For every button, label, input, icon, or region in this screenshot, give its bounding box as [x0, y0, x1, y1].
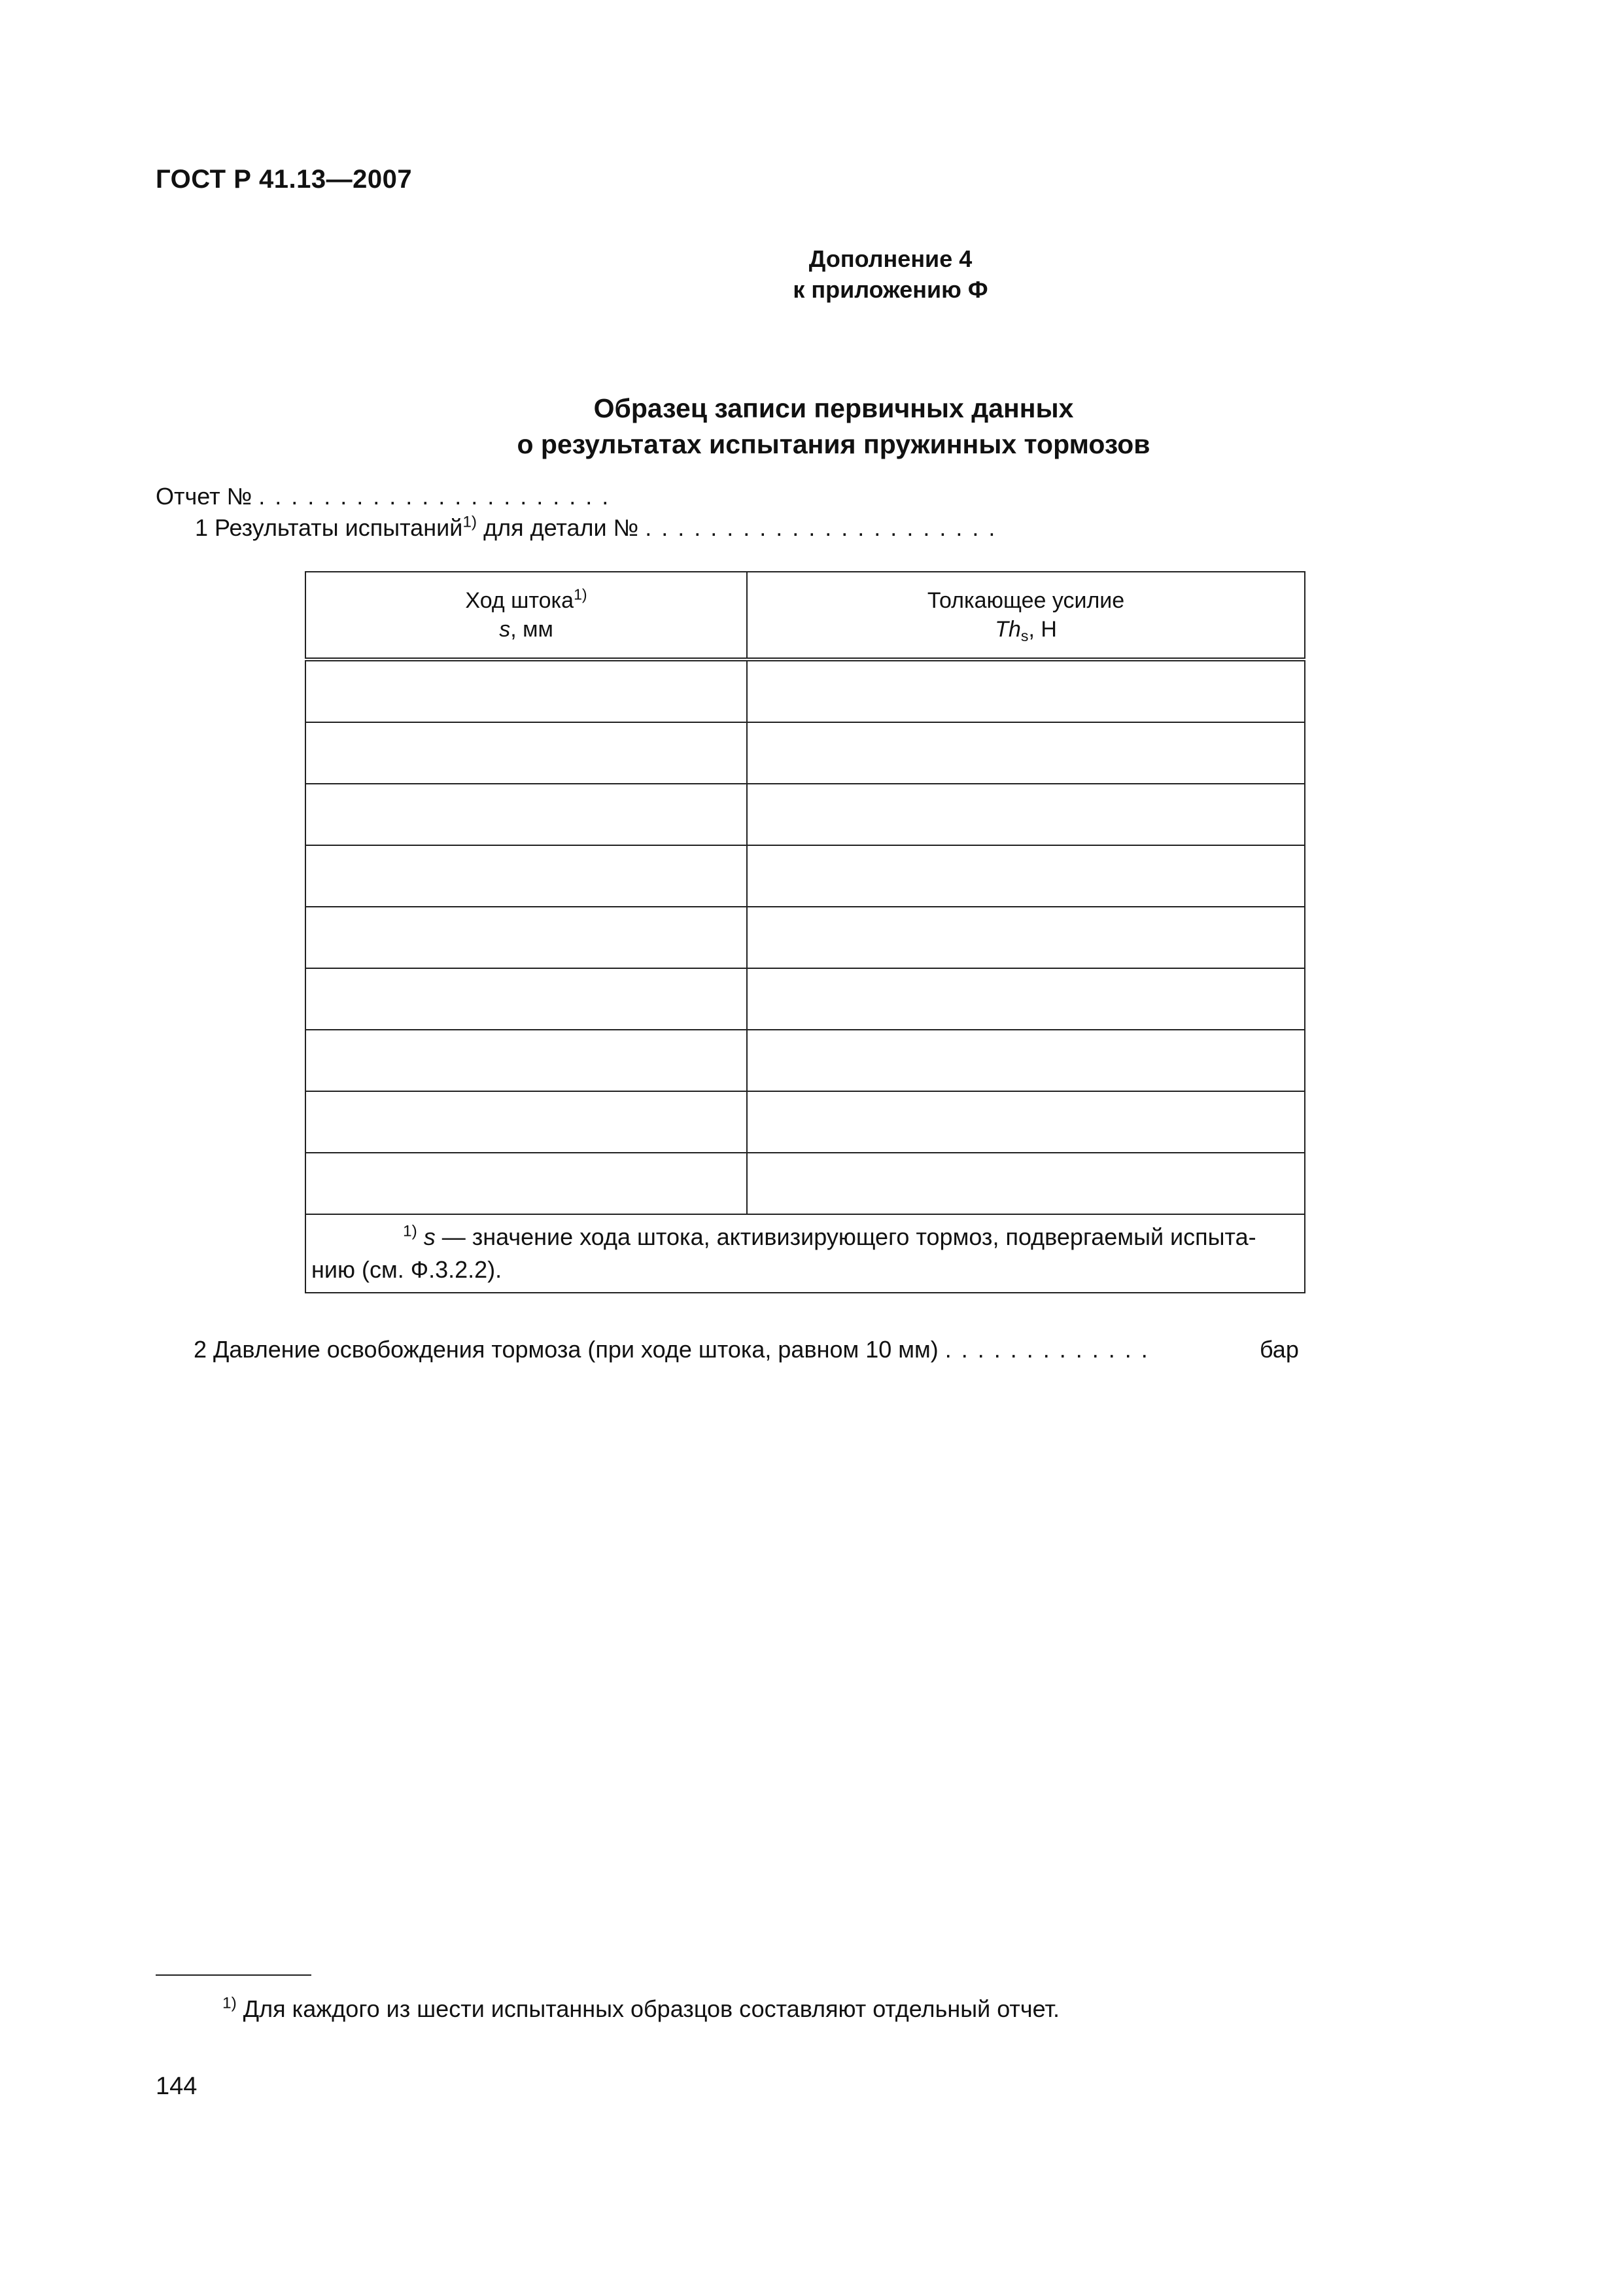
- release-pressure-line: [194, 1336, 1299, 1363]
- force-cell[interactable]: [747, 1091, 1305, 1153]
- release-pressure-text: 2 Давление освобождения тормоза (при ходе штока, равном 10 мм): [194, 1336, 939, 1363]
- force-cell[interactable]: [747, 659, 1305, 722]
- table-header-row: [305, 572, 1305, 659]
- force-cell[interactable]: [747, 722, 1305, 784]
- table-row: [305, 659, 1305, 722]
- stroke-header-name: Ход штока: [465, 588, 574, 613]
- footnote-divider: [156, 1974, 311, 1976]
- force-symbol: Th: [995, 617, 1021, 642]
- results-table: [305, 571, 1305, 1293]
- results-line: [195, 514, 1005, 542]
- table-note-symbol: s: [423, 1223, 436, 1250]
- release-pressure-unit: бар: [1260, 1336, 1299, 1363]
- document-code: ГОСТ Р 41.13—2007: [156, 165, 413, 194]
- stroke-cell[interactable]: [305, 659, 747, 722]
- appendix-line-1: Дополнение 4: [808, 245, 973, 272]
- table-row: [305, 1091, 1305, 1153]
- table-note-footnote-mark: 1): [403, 1222, 417, 1240]
- table-row: [305, 907, 1305, 968]
- table-row: [305, 784, 1305, 845]
- force-cell[interactable]: [747, 1030, 1305, 1091]
- stroke-cell[interactable]: [305, 1030, 747, 1091]
- page-number: 144: [156, 2073, 198, 2100]
- results-suffix: для детали №: [477, 514, 639, 541]
- table-row: [305, 845, 1305, 907]
- table-note: [305, 1214, 1305, 1293]
- stroke-footnote-mark: 1): [574, 586, 587, 603]
- stroke-cell[interactable]: [305, 784, 747, 845]
- table-row: [305, 1030, 1305, 1091]
- table-row: [305, 722, 1305, 784]
- stroke-symbol: s: [499, 617, 511, 642]
- force-cell[interactable]: [747, 784, 1305, 845]
- force-cell[interactable]: [747, 845, 1305, 907]
- appendix-line-2: к приложению Ф: [793, 276, 988, 303]
- stroke-cell[interactable]: [305, 907, 747, 968]
- results-footnote-mark: 1): [462, 513, 477, 531]
- force-symbol-subscript: s: [1020, 627, 1029, 644]
- report-number-fill: ......................: [258, 483, 619, 510]
- stroke-unit: , мм: [510, 617, 553, 642]
- report-number-line: [156, 483, 618, 510]
- page-footnote-text: Для каждого из шести испытанных образцов составляют отдельный отчет.: [236, 1995, 1060, 2022]
- table-note-text-2: нию (см. Ф.3.2.2).: [311, 1256, 502, 1283]
- page-title: [0, 391, 1624, 463]
- appendix-heading: [0, 243, 1624, 305]
- title-line-2: о результатах испытания пружинных тормозов: [517, 429, 1150, 459]
- stroke-cell[interactable]: [305, 968, 747, 1030]
- report-label: Отчет №: [156, 483, 252, 510]
- results-prefix: 1 Результаты испытаний: [195, 514, 463, 541]
- table-note-line-1: [311, 1221, 1295, 1253]
- page-footnote: [222, 1995, 1060, 2023]
- title-line-1: Образец записи первичных данных: [593, 393, 1074, 423]
- stroke-cell[interactable]: [305, 845, 747, 907]
- force-cell[interactable]: [747, 1153, 1305, 1214]
- release-pressure-fill: .............: [944, 1336, 1158, 1363]
- stroke-cell[interactable]: [305, 1153, 747, 1214]
- table-note-text-1: — значение хода штока, активизирующего тормоз, подвергаемый испыта-: [435, 1223, 1256, 1250]
- force-cell[interactable]: [747, 907, 1305, 968]
- detail-number-fill: ......................: [645, 514, 1005, 541]
- stroke-cell[interactable]: [305, 722, 747, 784]
- table-row: [305, 968, 1305, 1030]
- column-header-force: [747, 572, 1305, 659]
- stroke-cell[interactable]: [305, 1091, 747, 1153]
- table-note-row: [305, 1214, 1305, 1293]
- page-footnote-mark: 1): [222, 1994, 237, 2012]
- table-row: [305, 1153, 1305, 1214]
- column-header-stroke: [305, 572, 747, 659]
- force-header-name: Толкающее усилие: [927, 588, 1125, 613]
- force-unit: , Н: [1028, 617, 1057, 642]
- force-cell[interactable]: [747, 968, 1305, 1030]
